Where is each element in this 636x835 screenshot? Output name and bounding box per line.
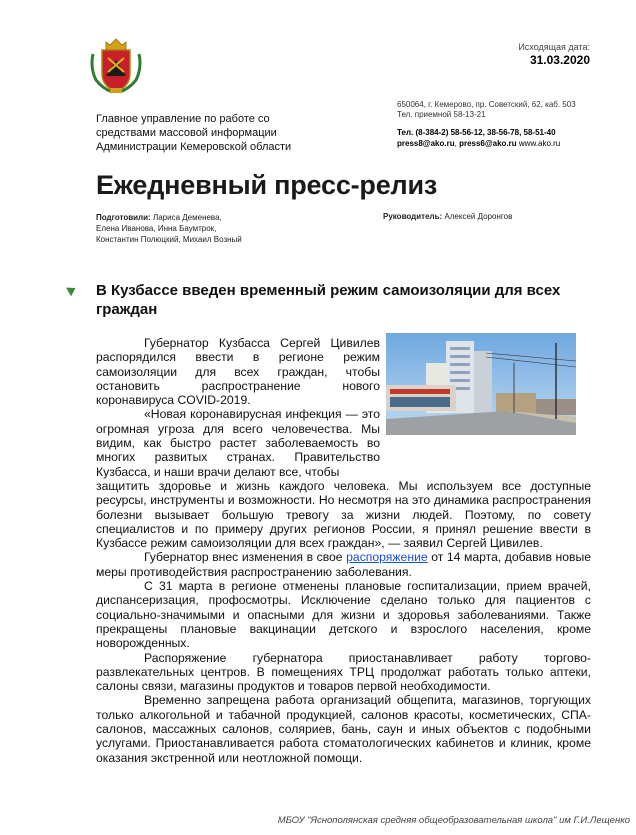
- paragraph: Губернатор Кузбасса Сергей Цивилев распорядился ввести в регионе режим самоизоляции для всех граждан, чтобы остановить распространение нового коронавируса COVID-2019.: [96, 336, 380, 408]
- contact-phones: Тел. (8-384-2) 58-56-12, 38-56-78, 58-51-40: [397, 128, 556, 137]
- org-line: Главное управление по работе со: [96, 113, 270, 125]
- reception-phone: Тел. приемной 58-13-21: [397, 110, 486, 119]
- prepared-names: Константин Полюцкий, Михаил Возный: [96, 235, 242, 244]
- coat-of-arms-emblem: [88, 34, 144, 96]
- organization-name: [96, 112, 336, 154]
- email-link[interactable]: press6@ako.ru: [459, 139, 517, 148]
- paragraph: защитить здоровье и жизнь каждого человека. Мы используем все доступные ресурсы, инструменты и возможности. Но несмотря на это динамика распространения болезни вызывает большую тревогу за жизни людей. Поэтому, по совету специалистов и по примеру других регионов России, я принял решение ввести в Кузбассе режим самоизоляции для всех граждан», — заявил Сергей Цивилев.: [96, 478, 591, 551]
- email-link[interactable]: press8@ako.ru: [397, 139, 455, 148]
- article-body: [96, 336, 591, 765]
- document-title: Ежедневный пресс-релиз: [96, 170, 438, 200]
- footer-watermark: МБОУ "Яснополянская средняя общеобразовательная школа" им Г.И.Лещенко: [277, 815, 630, 826]
- prepared-names: Елена Иванова, Инна Баумтрок,: [96, 224, 217, 233]
- outgoing-date-label: Исходящая дата:: [518, 42, 590, 52]
- paragraph: С 31 марта в регионе отменены плановые госпитализации, прием врачей, диспансеризация, профосмотры. Исключение сделано только для пациентов с социально-значимыми и опасными для жизни и здоровья заболеваниями. Также прекращены плановые вакцинации детского и взрослого населения, кроме новорожденных.: [96, 579, 591, 651]
- paragraph: «Новая коронавирусная инфекция — это огромная угроза для всего человечества. Мы видим, как быстро растет заболеваемость во многих развитых странах. Правительство Кузбасса, и наши врачи делают все, чтобы: [96, 407, 380, 479]
- prepared-by: [96, 212, 356, 245]
- text-segment: Губернатор внес изменения в свое: [144, 550, 347, 565]
- email-separator: ,: [454, 139, 460, 148]
- head-of-department: [383, 212, 512, 221]
- prepared-label: Подготовили:: [96, 213, 151, 222]
- prepared-names: Лариса Деменева,: [150, 213, 222, 222]
- paragraph: Временно запрещена работа организаций общепита, магазинов, торгующих только алкогольной и табачной продукцией, салонов красоты, косметических, СПА-салонов, массажных салонов, соляриев, бань, саун и иных объектов с подобными услугами. Приостанавливается работа стоматологических кабинетов и клиник, кроме оказания экстренной или неотложной помощи.: [96, 693, 591, 765]
- website-link[interactable]: www.ako.ru: [516, 139, 561, 148]
- paragraph: Распоряжение губернатора приостанавливает работу торгово-развлекательных центров. В помещениях ТРЦ продолжат работать только аптеки, салоны связи, магазины продуктов и товаров первой необходимости.: [96, 650, 591, 694]
- ordinance-link[interactable]: распоряжение: [346, 550, 428, 565]
- paragraph: [96, 550, 591, 579]
- head-label: Руководитель:: [383, 212, 443, 221]
- postal-address: 650064, г. Кемерово, пр. Советский, 62, каб. 503: [397, 100, 576, 109]
- bullet-triangle-icon: [66, 284, 78, 297]
- article-title: В Кузбассе введен временный режим самоизоляции для всех граждан: [96, 282, 561, 318]
- text-segment: от 14 марта, добавив новые меры противодействия распространению заболевания.: [96, 550, 591, 579]
- head-name: Алексей Доронгов: [442, 212, 513, 221]
- contact-emails: [397, 139, 560, 148]
- org-line: Администрации Кемеровской области: [96, 141, 292, 153]
- outgoing-date-value: 31.03.2020: [529, 53, 590, 67]
- org-line: средствами массовой информации: [96, 127, 277, 139]
